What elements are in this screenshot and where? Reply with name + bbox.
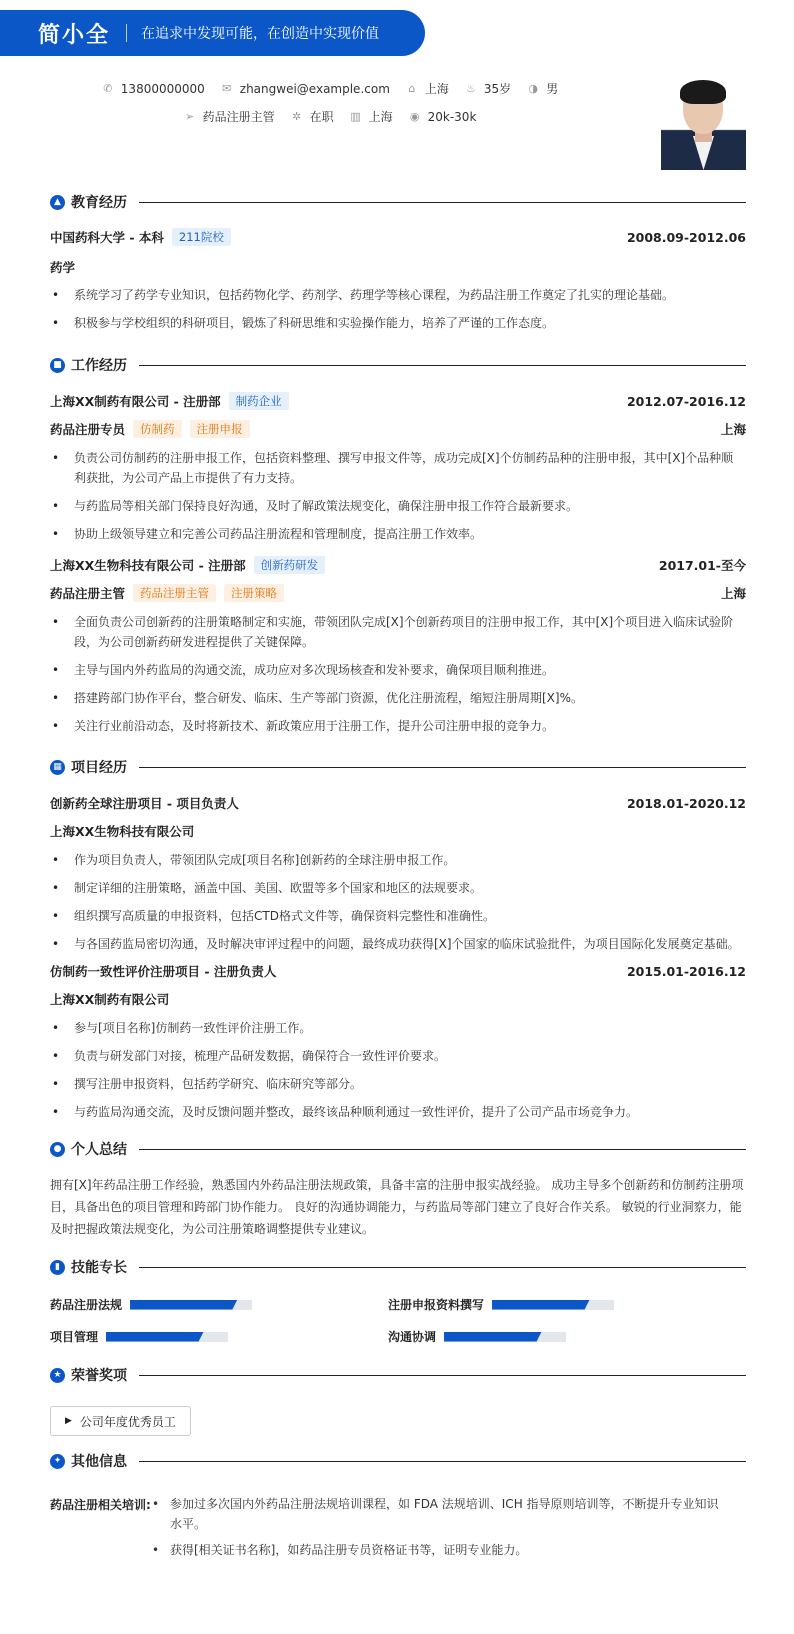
skill-bar-fill: [106, 1332, 204, 1342]
section-honors: [50, 1364, 746, 1386]
other-label: 药品注册相关培训:: [50, 1498, 151, 1512]
project-company: 上海XX制药有限公司: [50, 992, 170, 1007]
education-bullets: [50, 285, 740, 341]
mail-icon: ✉: [222, 82, 232, 95]
cake-icon: ♨: [465, 82, 476, 95]
project-company: 上海XX生物科技有限公司: [50, 824, 195, 839]
play-icon: ▶: [65, 1416, 72, 1426]
skill-bar-fill: [130, 1300, 237, 1310]
list-item: • 积极参与学校组织的科研项目，锻炼了科研思维和实验操作能力，培养了严谨的工作态度。: [50, 313, 740, 333]
school-tag: 211院校: [172, 228, 231, 246]
skill-name: 沟通协调: [388, 1330, 437, 1344]
contact-email: ✉ zhangwei@example.com: [222, 81, 390, 96]
job-role: 药品注册专员: [50, 422, 126, 437]
section-title: 个人总结: [71, 1142, 127, 1158]
contact-row-basic: [0, 80, 660, 97]
education-major: 药学: [50, 260, 76, 275]
list-item: • 主导与国内外药监局的沟通交流，成功应对多次现场核查和发补要求，确保项目顺利推进。: [50, 660, 740, 680]
contact-phone: ✆ 13800000000: [103, 81, 205, 96]
list-item: • 搭建跨部门协作平台，整合研发、临床、生产等部门资源，优化注册流程，缩短注册周期[X]%。: [50, 688, 740, 708]
work-role-row: [50, 584, 746, 602]
company-name: 上海XX制药有限公司 - 注册部: [50, 394, 221, 409]
project-date: 2015.01-2016.12: [626, 963, 746, 979]
trophy-icon: ★: [50, 1368, 65, 1383]
project-bullets: [50, 1018, 740, 1130]
job-role: 药品注册主管: [50, 586, 126, 601]
work-header: [50, 556, 746, 574]
role-tag: 药品注册主管: [133, 584, 216, 602]
name-banner: [0, 10, 425, 56]
project-title: 仿制药一致性评价注册项目 - 注册负责人: [50, 964, 277, 979]
skill-name: 项目管理: [50, 1330, 99, 1344]
project-company-row: [50, 822, 746, 840]
status-icon: ✲: [291, 110, 302, 123]
send-icon: ➢: [184, 110, 195, 123]
other-bullets: [150, 1494, 730, 1566]
section-summary: [50, 1138, 746, 1160]
section-divider: [139, 767, 746, 768]
project-header: [50, 794, 746, 812]
section-work: [50, 354, 746, 376]
project-title: 创新药全球注册项目 - 项目负责人: [50, 796, 239, 811]
section-skills: [50, 1256, 746, 1278]
section-projects: [50, 756, 746, 778]
section-divider: [139, 1267, 746, 1268]
building-icon: ▥: [350, 110, 361, 123]
skill-bar-fill: [444, 1332, 542, 1342]
list-item: • 参加过多次国内外药品注册法规培训课程，如 FDA 法规培训、ICH 指导原则培训等，不断提升专业知识水平。: [150, 1494, 730, 1534]
work-location: 上海: [720, 422, 746, 437]
education-major-row: [50, 258, 746, 276]
skill-bar-fill: [492, 1300, 590, 1310]
work-bullets: [50, 612, 740, 744]
work-location: 上海: [720, 586, 746, 601]
section-title: 其他信息: [71, 1454, 127, 1470]
graduation-cap-icon: ▲: [50, 195, 65, 210]
skill-bar: [106, 1332, 228, 1342]
project-bullets: [50, 850, 740, 962]
contact-status: ✲ 在职: [291, 110, 334, 124]
chart-icon: ▮: [50, 1260, 65, 1275]
company-tag: 创新药研发: [254, 556, 326, 574]
project-date: 2018.01-2020.12: [626, 795, 746, 811]
section-title: 项目经历: [71, 760, 127, 776]
role-tag: 注册策略: [224, 584, 284, 602]
section-title: 技能专长: [71, 1260, 127, 1276]
candidate-name: 简小全: [38, 22, 111, 48]
info-icon: ✦: [50, 1454, 65, 1469]
project-company-row: [50, 990, 746, 1008]
work-date: 2017.01-至今: [658, 558, 746, 573]
contact-gender: ◑ 男: [528, 82, 559, 96]
list-item: • 与药监局等相关部门保持良好沟通，及时了解政策法规变化，确保注册申报工作符合最新要求。: [50, 496, 740, 516]
education-header: [50, 228, 746, 246]
project-header: [50, 962, 746, 980]
contact-row-job: [0, 108, 660, 125]
gender-icon: ◑: [528, 82, 538, 95]
section-divider: [139, 1149, 746, 1150]
list-item: • 撰写注册申报资料，包括药学研究、临床研究等部分。: [50, 1074, 740, 1094]
section-title: 荣誉奖项: [71, 1368, 127, 1384]
home-icon: ⌂: [408, 82, 416, 95]
role-tag: 注册申报: [190, 420, 250, 438]
skill-bar: [444, 1332, 566, 1342]
list-item: • 获得[相关证书名称]，如药品注册专员资格证书等，证明专业能力。: [150, 1540, 730, 1560]
avatar: [661, 80, 746, 170]
section-divider: [139, 202, 746, 203]
award-badge: [50, 1406, 191, 1436]
section-other: [50, 1450, 746, 1472]
section-title: 工作经历: [71, 358, 127, 374]
work-role-row: [50, 420, 746, 438]
skill-item: [50, 1296, 252, 1313]
list-item: • 参与[项目名称]仿制药一致性评价注册工作。: [50, 1018, 740, 1038]
list-item: • 负责与研发部门对接，梳理产品研发数据，确保符合一致性评价要求。: [50, 1046, 740, 1066]
briefcase-icon: ■: [50, 358, 65, 373]
work-bullets: [50, 448, 740, 552]
company-tag: 制药企业: [229, 392, 289, 410]
section-divider: [139, 365, 746, 366]
skill-bar: [130, 1300, 252, 1310]
company-name: 上海XX生物科技有限公司 - 注册部: [50, 558, 246, 573]
contact-age: ♨ 35岁: [465, 82, 512, 96]
grid-icon: ▦: [50, 760, 65, 775]
list-item: • 与各国药监局密切沟通，及时解决审评过程中的问题，最终成功获得[X]个国家的临床试验批件，为项目国际化发展奠定基础。: [50, 934, 740, 954]
list-item: • 协助上级领导建立和完善公司药品注册流程和管理制度，提高注册工作效率。: [50, 524, 740, 544]
list-item: • 全面负责公司创新药的注册策略制定和实施，带领团队完成[X]个创新药项目的注册申报工作，其中[X]个项目进入临床试验阶段，为公司创新药研发进程提供了关键保障。: [50, 612, 740, 652]
section-title: 教育经历: [71, 195, 127, 211]
section-divider: [139, 1461, 746, 1462]
list-item: • 与药监局沟通交流，及时反馈问题并整改，最终该品种顺利通过一致性评价，提升了公司产品市场竞争力。: [50, 1102, 740, 1122]
contact-salary: ◉ 20k-30k: [409, 109, 477, 124]
education-date: 2008.09-2012.06: [626, 229, 746, 245]
list-item: • 作为项目负责人，带领团队完成[项目名称]创新药的全球注册申报工作。: [50, 850, 740, 870]
work-date: 2012.07-2016.12: [626, 393, 746, 409]
summary-text: 拥有[X]年药品注册工作经验，熟悉国内外药品注册法规政策，具备丰富的注册申报实战经验。 成功主导多个创新药和仿制药注册项目，具备出色的项目管理和跨部门协作能力。 良好的沟通协调能力，与药监局等部门建立了良好合作关系。 敏锐的行业洞察力，能及时把握政策法规变化，为公司注册策略调整提供专业建议。: [50, 1178, 744, 1236]
skill-name: 注册申报资料撰写: [388, 1298, 485, 1312]
banner-divider: [126, 24, 127, 42]
skill-bar: [492, 1300, 614, 1310]
money-icon: ◉: [409, 110, 420, 123]
skill-item: [388, 1328, 566, 1345]
list-item: • 关注行业前沿动态，及时将新技术、新政策应用于注册工作，提升公司注册申报的竞争力。: [50, 716, 740, 736]
candidate-slogan: 在追求中发现可能，在创造中实现价值: [141, 26, 380, 42]
contact-city: ⌂ 上海: [406, 80, 449, 97]
school-name: 中国药科大学 - 本科: [50, 230, 164, 245]
skill-name: 药品注册法规: [50, 1298, 123, 1312]
contact-target-city: ▥ 上海: [350, 110, 393, 124]
skill-item: [388, 1296, 614, 1313]
list-item: • 制定详细的注册策略，涵盖中国、美国、欧盟等多个国家和地区的法规要求。: [50, 878, 740, 898]
contact-position: ➢ 药品注册主管: [184, 110, 275, 124]
phone-icon: ✆: [103, 82, 113, 95]
section-divider: [139, 1375, 746, 1376]
list-item: • 系统学习了药学专业知识，包括药物化学、药剂学、药理学等核心课程，为药品注册工作奠定了扎实的理论基础。: [50, 285, 740, 305]
skill-item: [50, 1328, 228, 1345]
person-icon: ●: [50, 1142, 65, 1157]
list-item: • 负责公司仿制药的注册申报工作，包括资料整理、撰写申报文件等，成功完成[X]个仿制药品种的注册申报，其中[X]个品种顺利获批，为公司产品上市提供了有力支持。: [50, 448, 740, 488]
role-tag: 仿制药: [133, 420, 182, 438]
list-item: • 组织撰写高质量的申报资料，包括CTD格式文件等，确保资料完整性和准确性。: [50, 906, 740, 926]
work-header: [50, 392, 746, 410]
award-name: 公司年度优秀员工: [79, 1414, 176, 1429]
section-education: [50, 191, 746, 213]
